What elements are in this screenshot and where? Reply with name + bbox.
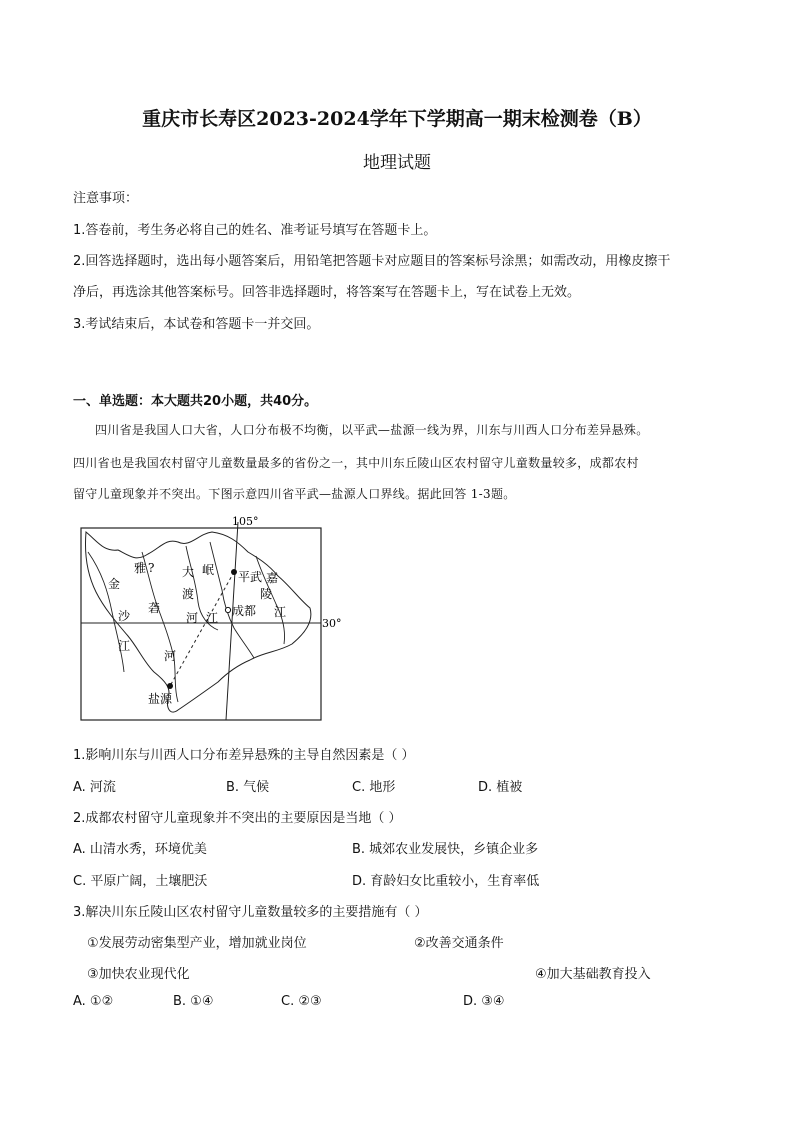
q3-measure-3: ③加快农业现代化: [87, 967, 190, 982]
map-label-he1: 河: [164, 649, 177, 663]
pingwu-dot: [231, 569, 237, 575]
q2-option-c[interactable]: C. 平原广阔，土壤肥沃: [73, 874, 208, 889]
map-label-long: 砻: [148, 601, 161, 615]
map-label-du: 渡: [182, 587, 195, 601]
map-label-da: 大: [182, 565, 195, 579]
map-label-he2: 河: [186, 611, 199, 625]
pingwu-label: 平武: [238, 570, 263, 584]
map-label-min: 岷: [202, 563, 215, 577]
notice-item-2: 2.回答选择题时，选出每小题答案后，用铅笔把答题卡对应题目的答案标号涂黑；如需改动，用橡皮擦干: [73, 254, 671, 269]
notice-heading: 注意事项：: [73, 191, 139, 206]
notice-item-2-cont: 净后，再选涂其他答案标号。回答非选择题时，将答案写在答题卡上，写在试卷上无效。: [73, 285, 581, 300]
question-3-stem: 3.解决川东丘陵山区农村留守儿童数量较多的主要措施有（ ）: [73, 905, 428, 920]
question-1-stem: 1.影响川东与川西人口分布差异悬殊的主导自然因素是（ ）: [73, 748, 415, 763]
question-2-stem: 2.成都农村留守儿童现象并不突出的主要原因是当地（ ）: [73, 811, 402, 826]
lat-label: 30°: [322, 617, 342, 630]
map-label-ya: 雅: [134, 561, 147, 575]
q3-measure-2: ②改善交通条件: [414, 936, 504, 951]
chengdu-label: 成都: [232, 604, 257, 618]
q2-option-b[interactable]: B. 城郊农业发展快，乡镇企业多: [352, 842, 539, 857]
q3-option-a[interactable]: A. ①②: [73, 994, 114, 1009]
q1-option-b[interactable]: B. 气候: [226, 780, 270, 795]
yanyuan-dot: [167, 683, 173, 689]
q2-option-d[interactable]: D. 育龄妇女比重较小，生育率低: [352, 874, 540, 889]
q1-option-a[interactable]: A. 河流: [73, 780, 116, 795]
map-label-ling: 陵: [260, 587, 273, 601]
sichuan-map: [78, 512, 348, 724]
q1-option-d[interactable]: D. 植被: [478, 780, 523, 795]
notice-item-1: 1.答卷前，考生务必将自己的姓名、准考证号填写在答题卡上。: [73, 223, 437, 238]
page-subtitle: 地理试题: [363, 153, 431, 173]
chengdu-dot: [225, 607, 230, 612]
q1-option-c[interactable]: C. 地形: [352, 780, 396, 795]
passage-line-2: 四川省也是我国农村留守儿童数量最多的省份之一，其中川东丘陵山区农村留守儿童数量较多，成都农村: [73, 456, 639, 470]
map-label-jiang3: 江: [274, 605, 287, 619]
notice-item-3: 3.考试结束后，本试卷和答题卡一并交回。: [73, 317, 320, 332]
map-label-jiang2: 江: [206, 611, 219, 625]
lon-label: 105°: [232, 515, 259, 528]
q3-option-c[interactable]: C. ②③: [281, 994, 322, 1009]
q3-option-b[interactable]: B. ①④: [173, 994, 214, 1009]
map-label-sha: 沙: [118, 609, 131, 623]
q3-measure-4: ④加大基础教育投入: [535, 967, 651, 982]
map-label-jiang1: 江: [118, 639, 131, 653]
page-title: 重庆市长寿区2023-2024学年下学期高一期末检测卷（B）: [142, 108, 652, 130]
map-label-qmark: ?: [148, 561, 155, 575]
passage-line-1: 四川省是我国人口大省，人口分布极不均衡，以平武—盐源一线为界，川东与川西人口分布差异悬殊。: [95, 423, 649, 437]
q3-option-d[interactable]: D. ③④: [463, 994, 505, 1009]
map-label-jin: 金: [108, 577, 121, 591]
q3-measure-1: ①发展劳动密集型产业，增加就业岗位: [87, 936, 307, 951]
passage-line-3: 留守儿童现象并不突出。下图示意四川省平武—盐源人口界线。据此回答 1-3题。: [73, 487, 516, 501]
section-heading: 一、单选题：本大题共20小题，共40分。: [73, 394, 318, 409]
q2-option-a[interactable]: A. 山清水秀，环境优美: [73, 842, 207, 857]
map-label-jia: 嘉: [266, 571, 279, 585]
yanyuan-label: 盐源: [148, 692, 173, 706]
